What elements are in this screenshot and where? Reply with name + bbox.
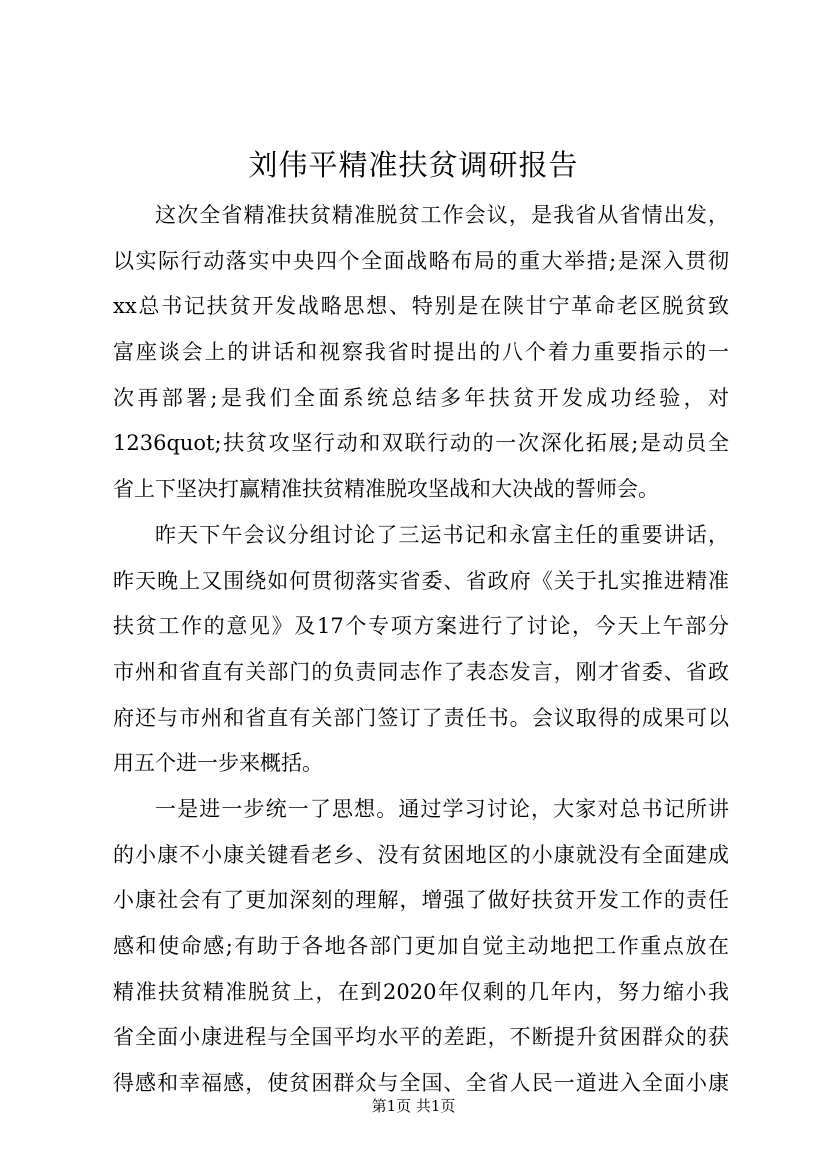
body-line: 省上下坚决打赢精准扶贫精准脱攻坚战和大决战的誓师会。	[113, 477, 659, 502]
body-line: 府还与市州和省直有关部门签订了责任书。会议取得的成果可以	[113, 705, 729, 730]
body-line: 省全面小康进程与全国平均水平的差距，不断提升贫困群众的获	[113, 1025, 729, 1050]
body-line: 以实际行动落实中央四个全面战略布局的重大举措;是深入贯彻	[113, 248, 729, 273]
body-line: 1236quot;扶贫攻坚行动和双联行动的一次深化拓展;是动员全	[113, 431, 729, 456]
body-line: xx总书记扶贫开发战略思想、特别是在陕甘宁革命老区脱贫致	[113, 294, 729, 319]
body-line: 昨天晚上又围绕如何贯彻落实省委、省政府《关于扎实推进精准	[113, 568, 729, 593]
body-line: 次再部署;是我们全面系统总结多年扶贫开发成功经验，对	[113, 385, 729, 410]
body-line: 感和使命感;有助于各地各部门更加自觉主动地把工作重点放在	[113, 934, 729, 958]
body-line: 这次全省精准扶贫精准脱贫工作会议，是我省从省情出发，	[155, 203, 729, 227]
document-title: 刘伟平精准扶贫调研报告	[248, 148, 579, 182]
body-line: 精准扶贫精准脱贫上，在到2020年仅剩的几年内，努力缩小我	[113, 979, 729, 1004]
body-line: 富座谈会上的讲话和视察我省时提出的八个着力重要指示的一	[113, 340, 729, 365]
page-number-footer: 第1页 共1页	[371, 1097, 456, 1115]
document-body	[113, 193, 729, 1107]
body-line: 用五个进一步来概括。	[113, 751, 323, 776]
body-line: 的小康不小康关键看老乡、没有贫困地区的小康就没有全面建成	[113, 842, 729, 867]
body-line: 得感和幸福感，使贫困群众与全国、全省人民一道进入全面小康	[113, 1071, 729, 1096]
body-line: 昨天下午会议分组讨论了三运书记和永富主任的重要讲话，	[155, 522, 729, 547]
body-line: 市州和省直有关部门的负责同志作了表态发言，刚才省委、省政	[113, 659, 729, 684]
body-line: 小康社会有了更加深刻的理解，增强了做好扶贫开发工作的责任	[113, 888, 729, 913]
body-line: 一是进一步统一了思想。通过学习讨论，大家对总书记所讲	[155, 796, 729, 821]
body-line: 扶贫工作的意见》及17个专项方案进行了讨论，今天上午部分	[113, 614, 729, 639]
